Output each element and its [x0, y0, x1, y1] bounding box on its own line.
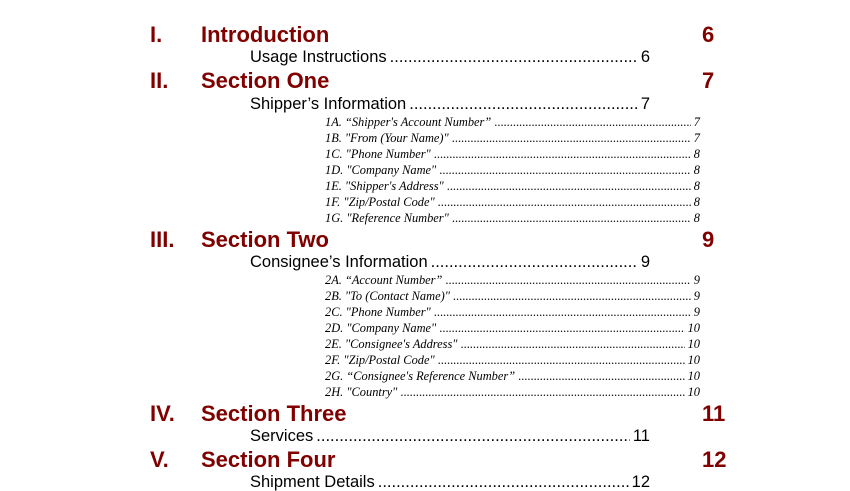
item-page: 10 — [687, 353, 700, 367]
dot-leader — [439, 163, 691, 177]
toc-item-2b — [325, 289, 700, 303]
toc-item-2g — [325, 369, 700, 383]
dot-leader — [452, 211, 691, 225]
entry-label: Usage Instructions — [250, 48, 387, 66]
dot-leader — [434, 305, 691, 319]
item-label: 1D. "Company Name" — [325, 163, 437, 177]
dot-leader — [452, 131, 691, 145]
item-label: 1E. "Shipper's Address" — [325, 179, 444, 193]
item-label: 2G. “Consignee's Reference Number” — [325, 369, 516, 383]
dot-leader — [447, 179, 691, 193]
entry-label: Shipper’s Information — [250, 95, 407, 113]
section-title: Introduction — [201, 22, 330, 47]
item-label: 2D. "Company Name" — [325, 321, 437, 335]
item-label: 1B. "From (Your Name)" — [325, 131, 449, 145]
toc-entry-usage-instructions — [250, 48, 650, 66]
item-label: 2C. "Phone Number" — [325, 305, 431, 319]
item-page: 8 — [693, 147, 700, 161]
dot-leader — [453, 289, 691, 303]
toc-item-2e — [325, 337, 700, 351]
section-number: V. — [150, 447, 169, 472]
section-page: 12 — [702, 447, 727, 472]
dot-leader — [431, 253, 638, 271]
toc-item-2f — [325, 353, 700, 367]
toc-item-1b — [325, 131, 700, 145]
toc-item-2a — [325, 273, 700, 287]
item-label: 2E. "Consignee's Address" — [325, 337, 458, 351]
item-page: 8 — [693, 179, 700, 193]
entry-page: 11 — [632, 427, 650, 445]
toc-item-1g — [325, 211, 700, 225]
entry-page: 6 — [640, 48, 650, 66]
dot-leader — [439, 321, 684, 335]
section-title: Section Two — [201, 227, 329, 252]
toc-entry-shipment-details — [250, 473, 650, 491]
toc-entry-services — [250, 427, 650, 445]
item-page: 9 — [693, 273, 700, 287]
item-label: 1G. "Reference Number" — [325, 211, 449, 225]
item-label: 2B. "To (Contact Name)" — [325, 289, 450, 303]
toc-item-1c — [325, 147, 700, 161]
dot-leader — [494, 115, 691, 129]
section-title: Section Three — [201, 401, 347, 426]
item-page: 7 — [693, 131, 700, 145]
entry-page: 9 — [640, 253, 650, 271]
section-page: 6 — [702, 22, 715, 47]
item-page: 9 — [693, 289, 700, 303]
item-page: 8 — [693, 163, 700, 177]
item-page: 10 — [687, 385, 700, 399]
section-number: I. — [150, 22, 163, 47]
entry-label: Shipment Details — [250, 473, 375, 491]
item-label: 2H. "Country" — [325, 385, 398, 399]
entry-label: Services — [250, 427, 314, 445]
toc-entry-consignees-information — [250, 253, 650, 271]
dot-leader — [400, 385, 684, 399]
dot-leader — [434, 147, 691, 161]
item-label: 1F. "Zip/Postal Code" — [325, 195, 435, 209]
dot-leader — [438, 353, 685, 367]
section-title: Section Four — [201, 447, 336, 472]
section-page: 11 — [702, 401, 726, 426]
toc-item-2d — [325, 321, 700, 335]
section-number: IV. — [150, 401, 175, 426]
toc-item-1a — [325, 115, 700, 129]
dot-leader — [316, 427, 630, 445]
item-page: 10 — [687, 369, 700, 383]
item-label: 1C. "Phone Number" — [325, 147, 431, 161]
dot-leader — [518, 369, 685, 383]
toc-item-1e — [325, 179, 700, 193]
item-page: 8 — [693, 195, 700, 209]
dot-leader — [461, 337, 685, 351]
entry-page: 7 — [640, 95, 650, 113]
section-number: II. — [150, 68, 169, 93]
item-label: 2A. “Account Number” — [325, 273, 443, 287]
item-label: 1A. “Shipper's Account Number” — [325, 115, 492, 129]
item-page: 10 — [687, 337, 700, 351]
entry-page: 12 — [631, 473, 650, 491]
section-page: 9 — [702, 227, 715, 252]
entry-label: Consignee’s Information — [250, 253, 428, 271]
section-number: III. — [150, 227, 175, 252]
toc-item-2h — [325, 385, 700, 399]
section-page: 7 — [702, 68, 715, 93]
dot-leader — [409, 95, 638, 113]
item-page: 9 — [693, 305, 700, 319]
item-page: 10 — [687, 321, 700, 335]
dot-leader — [445, 273, 690, 287]
toc-item-1d — [325, 163, 700, 177]
section-title: Section One — [201, 68, 330, 93]
item-page: 7 — [693, 115, 700, 129]
item-page: 8 — [693, 211, 700, 225]
dot-leader — [390, 48, 638, 66]
item-label: 2F. "Zip/Postal Code" — [325, 353, 435, 367]
toc-entry-shippers-information — [250, 95, 650, 113]
dot-leader — [438, 195, 691, 209]
toc-item-2c — [325, 305, 700, 319]
dot-leader — [378, 473, 629, 491]
toc-item-1f — [325, 195, 700, 209]
